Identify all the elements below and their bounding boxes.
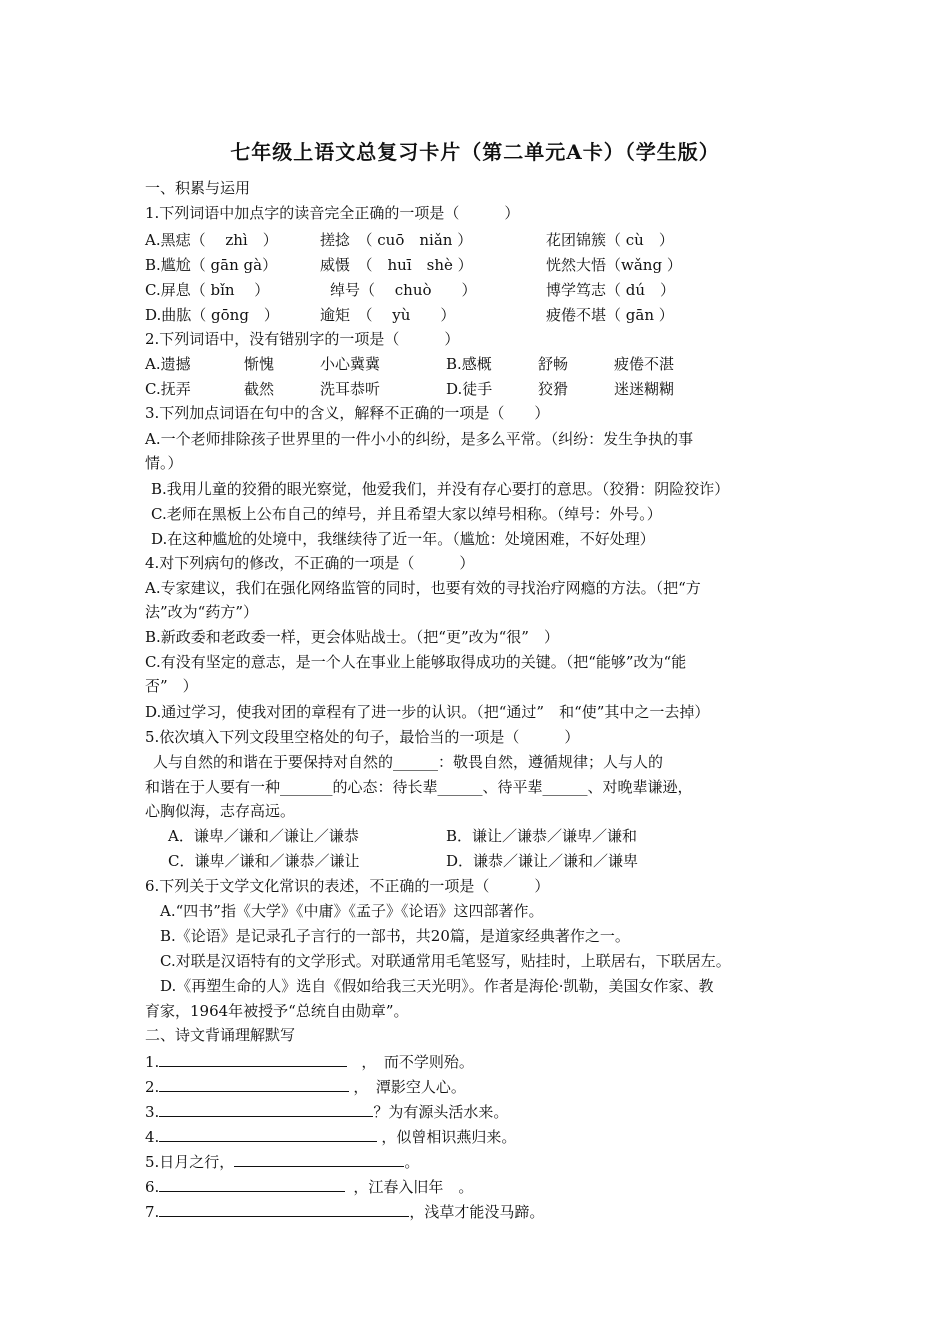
q5-passage-line2: 和谐在于人要有一种_______的心态：待长辈______、待平辈______、对晚辈谦逊， xyxy=(145,778,693,796)
q2-option-c-word1: C.抚弄 xyxy=(145,380,191,398)
answer-blank[interactable] xyxy=(159,1050,347,1067)
q2-option-d-word2: 狡猾 xyxy=(538,380,569,398)
q3-option-d: D.在这种尴尬的处境中，我继续待了近一年。（尴尬：处境困难，不好处理） xyxy=(151,530,655,548)
question-6-stem: 6.下列关于文学文化常识的表述，不正确的一项是（ ） xyxy=(145,877,550,895)
answer-blank[interactable] xyxy=(159,1200,409,1217)
fill-item-1 xyxy=(145,1050,474,1072)
q2-option-c-word2: 截然 xyxy=(244,380,275,398)
section-heading-1: 一、积累与运用 xyxy=(145,179,251,197)
q1-option-c2: 绰号（ chuò ） xyxy=(330,281,477,299)
fill-item-text: ？为有源头活水来。 xyxy=(373,1103,509,1121)
q2-option-d-word3: 迷迷糊糊 xyxy=(614,380,675,398)
q4-option-a-line1: A.专家建议，我们在强化网络监管的同时，也要有效的寻找治疗网瘾的方法。（把“方 xyxy=(145,579,701,597)
q4-option-c-line1: C.有没有坚定的意志，是一个人在事业上能够取得成功的关键。（把“能够”改为“能 xyxy=(145,653,687,671)
fill-item-number: 4. xyxy=(145,1128,160,1146)
answer-blank[interactable] xyxy=(159,1175,345,1192)
q5-option-c: C．谦卑／谦和／谦恭／谦让 xyxy=(168,852,360,870)
q4-option-c-line2: 否” ） xyxy=(145,677,198,695)
q1-option-d3: 疲倦不堪（ gān ） xyxy=(546,306,674,324)
fill-item-2 xyxy=(145,1075,466,1097)
fill-item-text: ，浅草才能没马蹄。 xyxy=(409,1203,545,1221)
answer-blank[interactable] xyxy=(159,1100,373,1117)
fill-item-3 xyxy=(145,1100,508,1122)
q2-option-b-word3: 疲倦不湛 xyxy=(614,355,675,373)
q3-option-a-line2: 情。） xyxy=(145,454,183,472)
q2-option-b-word1: B.感概 xyxy=(446,355,492,373)
q1-option-a1: A.黑痣（ zhì ） xyxy=(145,231,278,249)
q6-option-c: C.对联是汉语特有的文学形式。对联通常用毛笔竖写，贴挂时，上联居右，下联居左。 xyxy=(160,952,731,970)
q4-option-d: D.通过学习，使我对团的章程有了进一步的认识。（把“通过” 和“使”其中之一去掉） xyxy=(145,703,710,721)
q1-option-c3: 博学笃志（ dú ） xyxy=(546,281,676,299)
q2-option-a-word2: 惭愧 xyxy=(244,355,275,373)
q5-option-b: B．谦让／谦恭／谦卑／谦和 xyxy=(446,827,638,845)
fill-item-text: ，似曾相识燕归来。 xyxy=(381,1128,517,1146)
fill-item-text: ， 而不学则殆。 xyxy=(361,1053,474,1071)
fill-item-text: ，江春入旧年 。 xyxy=(353,1178,474,1196)
fill-item-text: ， 潭影空人心。 xyxy=(353,1078,466,1096)
question-1-stem: 1.下列词语中加点字的读音完全正确的一项是（ ） xyxy=(145,204,520,222)
q1-option-d2: 逾矩 （ yù ） xyxy=(320,306,456,324)
q6-option-a: A.“四书”指《大学》《中庸》《孟子》《论语》这四部著作。 xyxy=(160,902,544,920)
answer-blank[interactable] xyxy=(159,1075,349,1092)
fill-item-number: 2. xyxy=(145,1078,160,1096)
fill-item-6 xyxy=(145,1175,473,1197)
q2-option-c-word3: 洗耳恭听 xyxy=(320,380,381,398)
fill-item-number: 5.日月之行， xyxy=(145,1153,235,1171)
q3-option-a-line1: A.一个老师排除孩子世界里的一件小小的纠纷，是多么平常。（纠纷：发生争执的事 xyxy=(145,430,694,448)
q2-option-d-word1: D.徒手 xyxy=(446,380,493,398)
q5-option-d: D．谦恭／谦让／谦和／谦卑 xyxy=(446,852,639,870)
q2-option-a-word1: A.遗撼 xyxy=(145,355,191,373)
fill-item-7 xyxy=(145,1200,544,1222)
q1-option-b3: 恍然大悟（wǎng ） xyxy=(546,256,682,274)
fill-item-number: 1. xyxy=(145,1053,160,1071)
q2-option-a-word3: 小心冀冀 xyxy=(320,355,381,373)
fill-item-number: 6. xyxy=(145,1178,160,1196)
question-2-stem: 2.下列词语中，没有错别字的一项是（ ） xyxy=(145,330,460,348)
q4-option-b: B.新政委和老政委一样，更会体贴战士。（把“更”改为“很” ） xyxy=(145,628,559,646)
q2-option-b-word2: 舒畅 xyxy=(538,355,569,373)
q6-option-b: B.《论语》是记录孔子言行的一部书，共20篇，是道家经典著作之一。 xyxy=(160,927,630,945)
fill-item-number: 3. xyxy=(145,1103,160,1121)
q5-passage-line3: 心胸似海，志存高远。 xyxy=(145,802,296,820)
q6-option-d-line1: D.《再塑生命的人》选自《假如给我三天光明》。作者是海伦·凯勒，美国女作家、教 xyxy=(160,977,714,995)
q1-option-b1: B.尴尬（ gān gà） xyxy=(145,256,278,274)
q5-passage-line1: 人与自然的和谐在于要保持对自然的______：敬畏自然，遵循规律；人与人的 xyxy=(153,753,664,771)
answer-blank[interactable] xyxy=(234,1150,404,1167)
q1-option-d1: D.曲肱（ gōng ） xyxy=(145,306,279,324)
fill-item-number: 7. xyxy=(145,1203,160,1221)
question-4-stem: 4.对下列病句的修改，不正确的一项是（ ） xyxy=(145,554,475,572)
question-3-stem: 3.下列加点词语在句中的含义，解释不正确的一项是（ ） xyxy=(145,404,550,422)
question-5-stem: 5.依次填入下列文段里空格处的句子，最恰当的一项是（ ） xyxy=(145,728,580,746)
page-title: 七年级上语文总复习卡片（第二单元A卡）（学生版） xyxy=(230,140,720,164)
q1-option-b2: 威慑 （ huī shè ） xyxy=(320,256,473,274)
q4-option-a-line2: 法”改为“药方”） xyxy=(145,603,259,621)
fill-item-text: 。 xyxy=(404,1153,420,1171)
q1-option-a2: 搓捻 （ cuō niǎn ） xyxy=(320,231,473,249)
q3-option-c: C.老师在黑板上公布自己的绰号，并且希望大家以绰号相称。（绰号：外号。） xyxy=(151,505,662,523)
section-heading-2: 二、诗文背诵理解默写 xyxy=(145,1026,296,1044)
q6-option-d-line2: 育家，1964年被授予“总统自由勋章”。 xyxy=(145,1002,409,1020)
q5-option-a: A．谦卑／谦和／谦让／谦恭 xyxy=(168,827,359,845)
q1-option-a3: 花团锦簇（ cù ） xyxy=(546,231,674,249)
fill-item-5 xyxy=(145,1150,419,1172)
q3-option-b: B.我用儿童的狡猾的眼光察觉，他爱我们，并没有存心要打的意思。（狡猾：阴险狡诈） xyxy=(151,480,730,498)
answer-blank[interactable] xyxy=(159,1125,377,1142)
fill-item-4 xyxy=(145,1125,516,1147)
q1-option-c1: C.屏息（ bǐn ） xyxy=(145,281,270,299)
